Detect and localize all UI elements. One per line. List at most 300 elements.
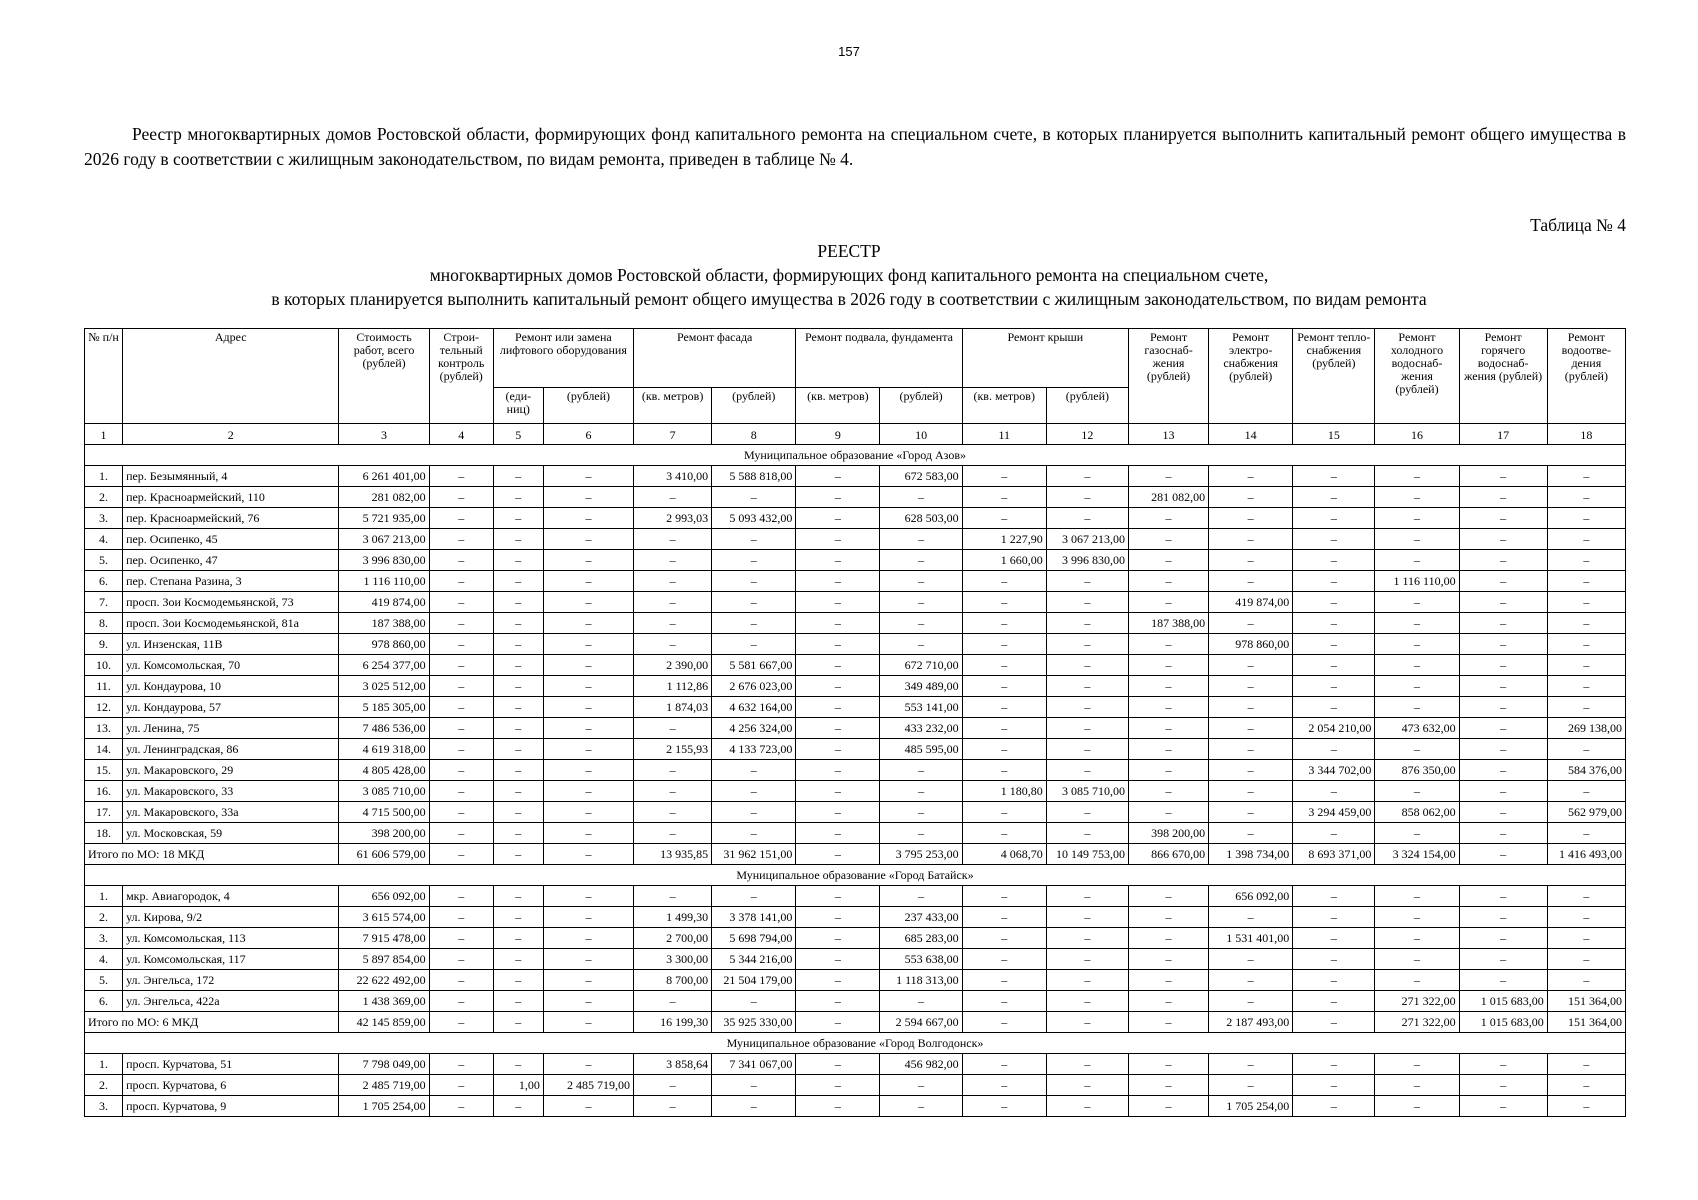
- table-cell: –: [1375, 592, 1459, 613]
- table-cell: 2 993,03: [634, 508, 712, 529]
- table-cell: –: [796, 466, 880, 487]
- total-cell: –: [1128, 1012, 1208, 1033]
- table-cell: 978 860,00: [339, 634, 429, 655]
- table-cell: 269 138,00: [1547, 718, 1625, 739]
- table-cell: –: [1046, 613, 1128, 634]
- table-cell: –: [1128, 949, 1208, 970]
- table-cell: –: [1375, 508, 1459, 529]
- table-cell: –: [796, 697, 880, 718]
- table-cell: –: [493, 487, 543, 508]
- table-cell: –: [429, 634, 493, 655]
- table-cell: 237 433,00: [880, 907, 962, 928]
- table-cell: –: [543, 592, 633, 613]
- column-number: 16: [1375, 424, 1459, 445]
- table-cell: –: [1293, 781, 1375, 802]
- table-cell: –: [1293, 613, 1375, 634]
- table-cell: –: [1046, 571, 1128, 592]
- table-cell: 3.: [85, 508, 123, 529]
- table-cell: 5 093 432,00: [712, 508, 796, 529]
- table-row: [85, 529, 1626, 550]
- table-cell: –: [796, 991, 880, 1012]
- table-cell: 3 067 213,00: [339, 529, 429, 550]
- table-cell: 456 982,00: [880, 1054, 962, 1075]
- table-cell: 7 798 049,00: [339, 1054, 429, 1075]
- table-cell: –: [712, 571, 796, 592]
- table-cell: 1.: [85, 466, 123, 487]
- table-cell: –: [1293, 697, 1375, 718]
- table-cell: 4 805 428,00: [339, 760, 429, 781]
- total-label: Итого по МО: 18 МКД: [85, 844, 339, 865]
- table-cell: 4 133 723,00: [712, 739, 796, 760]
- table-row: [85, 718, 1626, 739]
- table-cell: 10.: [85, 655, 123, 676]
- section-title: Муниципальное образование «Город Азов»: [85, 445, 1626, 466]
- table-cell: 17.: [85, 802, 123, 823]
- table-cell: –: [1128, 655, 1208, 676]
- table-cell: –: [1209, 1075, 1293, 1096]
- table-cell: –: [429, 508, 493, 529]
- table-cell: –: [1375, 1054, 1459, 1075]
- table-cell: –: [493, 991, 543, 1012]
- table-cell: –: [1046, 508, 1128, 529]
- table-cell: –: [1547, 550, 1625, 571]
- table-cell: 2 155,93: [634, 739, 712, 760]
- table-cell: –: [962, 823, 1046, 844]
- section-header-row: [85, 865, 1626, 886]
- table-cell: 628 503,00: [880, 508, 962, 529]
- table-cell: –: [493, 802, 543, 823]
- table-cell: –: [1547, 823, 1625, 844]
- table-cell: –: [1128, 1054, 1208, 1075]
- table-cell: –: [493, 571, 543, 592]
- table-cell: 3 067 213,00: [1046, 529, 1128, 550]
- table-cell: ул. Макаровского, 29: [123, 760, 339, 781]
- table-cell: –: [962, 739, 1046, 760]
- table-row: [85, 571, 1626, 592]
- table-cell: 271 322,00: [1375, 991, 1459, 1012]
- table-cell: 3 996 830,00: [1046, 550, 1128, 571]
- table-cell: –: [543, 907, 633, 928]
- total-cell: 151 364,00: [1547, 1012, 1625, 1033]
- intro-paragraph: Реестр многоквартирных домов Ростовской области, формирующих фонд капитального ремонта на специальном счете, в которых планируется выполнить капитальный ремонт общего имущества в 2026 году в соответствии с жилищным законодательством, по видам ремонта, приведен в таблице № 4.: [84, 124, 1626, 169]
- registry-title: [0, 239, 1698, 311]
- table-cell: –: [880, 760, 962, 781]
- table-cell: –: [1459, 676, 1547, 697]
- total-cell: –: [543, 844, 633, 865]
- table-cell: –: [962, 760, 1046, 781]
- table-row: [85, 928, 1626, 949]
- section-title: Муниципальное образование «Город Волгодонск»: [85, 1033, 1626, 1054]
- table-cell: –: [1128, 1096, 1208, 1117]
- table-cell: –: [1046, 823, 1128, 844]
- table-cell: –: [1128, 886, 1208, 907]
- table-cell: 281 082,00: [1128, 487, 1208, 508]
- table-cell: –: [1293, 634, 1375, 655]
- table-cell: 7 915 478,00: [339, 928, 429, 949]
- table-cell: –: [712, 760, 796, 781]
- total-cell: –: [429, 844, 493, 865]
- table-cell: –: [796, 550, 880, 571]
- table-cell: –: [1046, 655, 1128, 676]
- table-cell: –: [543, 529, 633, 550]
- table-cell: –: [1547, 970, 1625, 991]
- table-cell: –: [1128, 802, 1208, 823]
- table-cell: –: [429, 907, 493, 928]
- table-cell: –: [1293, 970, 1375, 991]
- table-cell: 1 705 254,00: [339, 1096, 429, 1117]
- header-control: Строи-тельный контроль (рублей): [429, 329, 493, 424]
- table-cell: –: [543, 487, 633, 508]
- table-cell: –: [1128, 550, 1208, 571]
- table-cell: –: [634, 1096, 712, 1117]
- table-cell: –: [543, 718, 633, 739]
- table-row: [85, 802, 1626, 823]
- table-cell: –: [543, 508, 633, 529]
- table-cell: –: [429, 466, 493, 487]
- table-cell: –: [634, 529, 712, 550]
- table-cell: –: [1375, 1075, 1459, 1096]
- total-cell: 10 149 753,00: [1046, 844, 1128, 865]
- table-cell: –: [1293, 1054, 1375, 1075]
- table-cell: –: [880, 991, 962, 1012]
- table-cell: 4 715 500,00: [339, 802, 429, 823]
- table-cell: –: [493, 508, 543, 529]
- header-cost: Стоимость работ, всего (рублей): [339, 329, 429, 424]
- table-cell: –: [1293, 949, 1375, 970]
- table-cell: –: [429, 1075, 493, 1096]
- table-cell: 6.: [85, 571, 123, 592]
- header-num: № п/н: [85, 329, 123, 424]
- table-cell: –: [543, 928, 633, 949]
- table-cell: –: [880, 886, 962, 907]
- table-cell: –: [712, 613, 796, 634]
- table-row: [85, 781, 1626, 802]
- table-cell: 5 721 935,00: [339, 508, 429, 529]
- table-cell: –: [429, 1096, 493, 1117]
- table-cell: –: [962, 802, 1046, 823]
- table-cell: 5 588 818,00: [712, 466, 796, 487]
- table-cell: –: [1547, 529, 1625, 550]
- table-cell: –: [1375, 550, 1459, 571]
- table-cell: –: [880, 571, 962, 592]
- table-cell: –: [1459, 466, 1547, 487]
- column-number: 9: [796, 424, 880, 445]
- table-cell: –: [634, 550, 712, 571]
- table-cell: –: [880, 781, 962, 802]
- table-cell: 8.: [85, 613, 123, 634]
- table-cell: –: [634, 487, 712, 508]
- table-cell: –: [1375, 655, 1459, 676]
- table-cell: –: [1547, 781, 1625, 802]
- table-cell: –: [429, 592, 493, 613]
- table-cell: 5 344 216,00: [712, 949, 796, 970]
- table-cell: 656 092,00: [339, 886, 429, 907]
- table-cell: 1 180,80: [962, 781, 1046, 802]
- table-cell: –: [1293, 991, 1375, 1012]
- table-cell: 3.: [85, 928, 123, 949]
- table-cell: –: [1046, 487, 1128, 508]
- table-cell: –: [543, 613, 633, 634]
- table-row: [85, 739, 1626, 760]
- header-hot-water: Ремонт горячего водоснаб-жения (рублей): [1459, 329, 1547, 424]
- table-cell: –: [543, 1054, 633, 1075]
- table-cell: –: [1375, 928, 1459, 949]
- table-cell: –: [712, 592, 796, 613]
- table-cell: мкр. Авиагородок, 4: [123, 886, 339, 907]
- table-cell: –: [1459, 949, 1547, 970]
- table-cell: 485 595,00: [880, 739, 962, 760]
- table-cell: ул. Московская, 59: [123, 823, 339, 844]
- table-cell: –: [1209, 718, 1293, 739]
- table-cell: –: [1459, 739, 1547, 760]
- table-cell: –: [712, 550, 796, 571]
- total-cell: –: [796, 844, 880, 865]
- table-cell: –: [1547, 1096, 1625, 1117]
- table-row: [85, 823, 1626, 844]
- table-cell: –: [1459, 823, 1547, 844]
- table-cell: –: [1046, 634, 1128, 655]
- table-cell: –: [1375, 739, 1459, 760]
- table-cell: –: [796, 802, 880, 823]
- table-cell: –: [1209, 466, 1293, 487]
- table-cell: –: [1293, 571, 1375, 592]
- section-header-row: [85, 445, 1626, 466]
- table-header: [85, 329, 1626, 445]
- table-cell: –: [712, 1096, 796, 1117]
- table-cell: 1 116 110,00: [339, 571, 429, 592]
- table-cell: ул. Энгельса, 172: [123, 970, 339, 991]
- table-cell: пер. Осипенко, 47: [123, 550, 339, 571]
- table-cell: –: [543, 571, 633, 592]
- table-cell: –: [1209, 970, 1293, 991]
- total-cell: 35 925 330,00: [712, 1012, 796, 1033]
- table-cell: –: [962, 970, 1046, 991]
- table-cell: –: [429, 928, 493, 949]
- table-cell: –: [712, 634, 796, 655]
- table-cell: –: [493, 697, 543, 718]
- table-row: [85, 1054, 1626, 1075]
- table-cell: –: [1046, 886, 1128, 907]
- table-cell: –: [1459, 613, 1547, 634]
- table-cell: –: [1375, 676, 1459, 697]
- table-cell: 6 254 377,00: [339, 655, 429, 676]
- table-cell: 2.: [85, 1075, 123, 1096]
- table-cell: –: [1209, 529, 1293, 550]
- table-cell: –: [962, 508, 1046, 529]
- table-cell: –: [1128, 508, 1208, 529]
- table-cell: 2 676 023,00: [712, 676, 796, 697]
- table-cell: –: [1375, 466, 1459, 487]
- table-cell: –: [543, 886, 633, 907]
- table-cell: –: [712, 886, 796, 907]
- table-cell: –: [1209, 1054, 1293, 1075]
- table-cell: 151 364,00: [1547, 991, 1625, 1012]
- table-cell: –: [796, 1096, 880, 1117]
- table-cell: –: [429, 970, 493, 991]
- table-cell: –: [493, 592, 543, 613]
- column-number: 2: [123, 424, 339, 445]
- table-cell: 672 583,00: [880, 466, 962, 487]
- table-cell: ул. Кирова, 9/2: [123, 907, 339, 928]
- table-cell: –: [1046, 1096, 1128, 1117]
- table-cell: –: [429, 676, 493, 697]
- table-cell: –: [796, 571, 880, 592]
- table-cell: 5.: [85, 550, 123, 571]
- table-cell: –: [1128, 676, 1208, 697]
- table-cell: –: [429, 655, 493, 676]
- table-cell: –: [493, 781, 543, 802]
- table-cell: 4 632 164,00: [712, 697, 796, 718]
- table-cell: –: [1128, 970, 1208, 991]
- table-cell: –: [493, 718, 543, 739]
- table-cell: –: [962, 592, 1046, 613]
- table-cell: ул. Макаровского, 33: [123, 781, 339, 802]
- header-roof: Ремонт крыши: [962, 329, 1128, 388]
- table-cell: –: [1209, 991, 1293, 1012]
- table-cell: 3.: [85, 1096, 123, 1117]
- table-cell: –: [962, 907, 1046, 928]
- table-cell: 1 118 313,00: [880, 970, 962, 991]
- table-cell: 3 378 141,00: [712, 907, 796, 928]
- header-lift: Ремонт или замена лифтового оборудования: [493, 329, 633, 388]
- section-title: Муниципальное образование «Город Батайск»: [85, 865, 1626, 886]
- table-cell: 1 660,00: [962, 550, 1046, 571]
- table-cell: 2 700,00: [634, 928, 712, 949]
- table-row: [85, 760, 1626, 781]
- table-cell: –: [493, 466, 543, 487]
- table-cell: 1 112,86: [634, 676, 712, 697]
- table-row: [85, 613, 1626, 634]
- table-cell: –: [634, 1075, 712, 1096]
- table-cell: –: [1046, 760, 1128, 781]
- table-cell: –: [796, 529, 880, 550]
- table-cell: 1 531 401,00: [1209, 928, 1293, 949]
- total-cell: 4 068,70: [962, 844, 1046, 865]
- table-cell: просп. Зои Космодемьянской, 73: [123, 592, 339, 613]
- table-cell: –: [1128, 718, 1208, 739]
- table-cell: –: [634, 991, 712, 1012]
- table-cell: –: [796, 508, 880, 529]
- table-row: [85, 655, 1626, 676]
- table-cell: 281 082,00: [339, 487, 429, 508]
- table-cell: –: [1459, 571, 1547, 592]
- total-cell: 2 594 667,00: [880, 1012, 962, 1033]
- table-cell: –: [1459, 907, 1547, 928]
- table-cell: –: [712, 1075, 796, 1096]
- table-cell: –: [1459, 1075, 1547, 1096]
- table-cell: ул. Кондаурова, 10: [123, 676, 339, 697]
- table-cell: –: [493, 676, 543, 697]
- column-number: 11: [962, 424, 1046, 445]
- table-cell: ул. Инзенская, 11В: [123, 634, 339, 655]
- table-cell: –: [1547, 466, 1625, 487]
- table-cell: –: [634, 802, 712, 823]
- total-cell: 3 795 253,00: [880, 844, 962, 865]
- header-cold-water: Ремонт холодного водоснаб-жения (рублей): [1375, 329, 1459, 424]
- table-cell: пер. Степана Разина, 3: [123, 571, 339, 592]
- table-cell: 5 581 667,00: [712, 655, 796, 676]
- table-cell: –: [1375, 697, 1459, 718]
- table-cell: –: [1293, 739, 1375, 760]
- table-cell: –: [1375, 1096, 1459, 1117]
- column-number: 14: [1209, 424, 1293, 445]
- table-cell: –: [634, 718, 712, 739]
- table-cell: 3 858,64: [634, 1054, 712, 1075]
- header-gas: Ремонт газоснаб-жения (рублей): [1128, 329, 1208, 424]
- table-row: [85, 550, 1626, 571]
- table-cell: –: [1375, 529, 1459, 550]
- header-facade-sqm: (кв. метров): [634, 388, 712, 424]
- table-row: [85, 487, 1626, 508]
- total-cell: –: [962, 1012, 1046, 1033]
- header-heat: Ремонт тепло-снабжения (рублей): [1293, 329, 1375, 424]
- table-cell: –: [1375, 613, 1459, 634]
- table-cell: 12.: [85, 697, 123, 718]
- table-cell: –: [1209, 550, 1293, 571]
- total-cell: –: [1293, 1012, 1375, 1033]
- table-cell: –: [796, 970, 880, 991]
- table-cell: –: [543, 1096, 633, 1117]
- table-cell: 978 860,00: [1209, 634, 1293, 655]
- total-label: Итого по МО: 6 МКД: [85, 1012, 339, 1033]
- table-cell: –: [493, 1054, 543, 1075]
- page-number: 157: [838, 44, 860, 59]
- table-cell: –: [962, 634, 1046, 655]
- table-cell: –: [1046, 1075, 1128, 1096]
- table-cell: –: [493, 928, 543, 949]
- table-cell: –: [429, 949, 493, 970]
- total-cell: 271 322,00: [1375, 1012, 1459, 1033]
- table-cell: –: [796, 928, 880, 949]
- table-cell: –: [429, 991, 493, 1012]
- table-cell: –: [712, 529, 796, 550]
- table-cell: 1 499,30: [634, 907, 712, 928]
- table-cell: –: [880, 634, 962, 655]
- table-cell: 1 438 369,00: [339, 991, 429, 1012]
- table-cell: –: [1128, 634, 1208, 655]
- table-cell: –: [1293, 592, 1375, 613]
- header-roof-rub: (рублей): [1046, 388, 1128, 424]
- table-cell: –: [1128, 781, 1208, 802]
- table-cell: –: [1128, 760, 1208, 781]
- table-cell: –: [1293, 886, 1375, 907]
- total-cell: –: [493, 1012, 543, 1033]
- total-cell: 42 145 859,00: [339, 1012, 429, 1033]
- table-cell: –: [1547, 739, 1625, 760]
- table-cell: –: [543, 655, 633, 676]
- table-cell: –: [1547, 1054, 1625, 1075]
- table-cell: ул. Комсомольская, 70: [123, 655, 339, 676]
- table-cell: 5 897 854,00: [339, 949, 429, 970]
- table-cell: –: [493, 760, 543, 781]
- table-cell: –: [1293, 1096, 1375, 1117]
- table-cell: –: [1046, 676, 1128, 697]
- table-cell: –: [1128, 1075, 1208, 1096]
- total-cell: –: [796, 1012, 880, 1033]
- total-cell: 2 187 493,00: [1209, 1012, 1293, 1033]
- table-cell: –: [1209, 949, 1293, 970]
- table-cell: 5 185 305,00: [339, 697, 429, 718]
- table-row: [85, 1075, 1626, 1096]
- table-cell: –: [429, 529, 493, 550]
- table-cell: –: [1046, 907, 1128, 928]
- table-row: [85, 1096, 1626, 1117]
- table-cell: –: [880, 1075, 962, 1096]
- table-cell: –: [1547, 634, 1625, 655]
- total-row: [85, 1012, 1626, 1033]
- table-cell: –: [1547, 697, 1625, 718]
- table-cell: –: [1459, 802, 1547, 823]
